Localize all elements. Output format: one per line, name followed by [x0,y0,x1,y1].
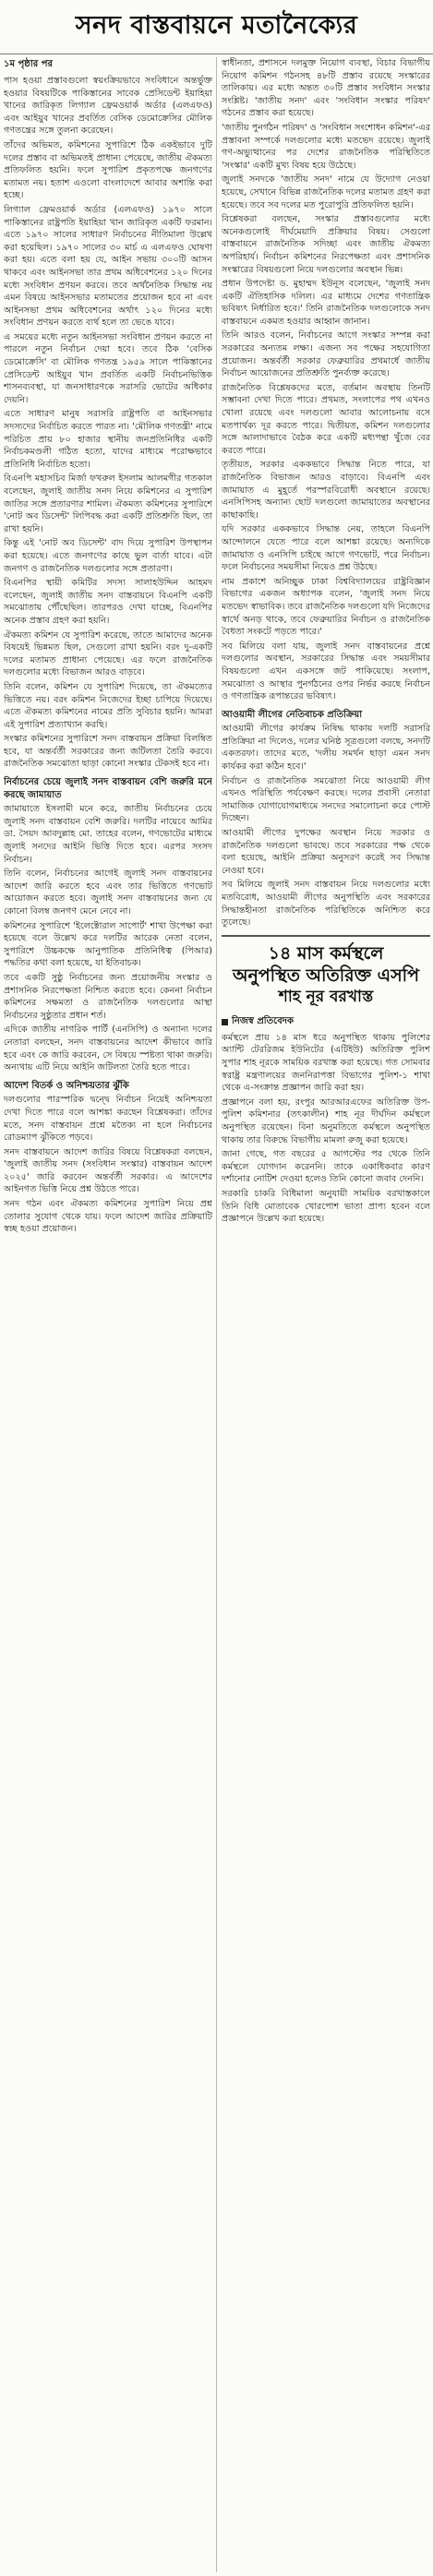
article-paragraph: সব মিলিয়ে বলা যায়, জুলাই সনদ বাস্তবায়নের প্রশ্নে দলগুলোর অবস্থান, সরকারের সিদ্ধান্ত এবং সময়সীমার বিষয়গুলো এখন একসঙ্গে জট পাকিয়েছে। সংলাপ, সমঝোতা ও আস্থার পুনর্গঠনের ওপর নির্ভর করছে নির্বাচন ও গণতান্ত্রিক রূপান্তরের ভবিষ্যৎ। [222,641,430,702]
article-paragraph: কমিশনের সুপারিশে 'ইলেক্টোরাল সাপোর্ট' শাখা উপেক্ষা করা হয়েছে বলে উল্লেখ করে দলটির আরেক নেতা বলেন, সুপারিশে উচ্চকক্ষে আনুপাতিক প্রতিনিধিত্ব (পিআর) পদ্ধতির কথা বলা হয়েছে, যা ইতিবাচক। [4,920,212,969]
article-paragraph: প্রজ্ঞাপনে বলা হয়, রংপুর আরআরএফের অতিরিক্ত উপ-পুলিশ কমিশনার (তৎকালীন) শাহ নূর দীর্ঘদিন কর্মস্থলে অনুপস্থিত রয়েছেন। বিনা অনুমতিতে কর্মস্থলে অনুপস্থিত থাকায় তার বিরুদ্ধে বিভাগীয় মামলা রুজু করা হয়েছে। [222,1096,430,1145]
byline-text: নিজস্ব প্রতিবেদক [232,1015,295,1026]
article-paragraph: জানা গেছে, গত বছরের ৫ আগস্টের পর থেকে তিনি কর্মস্থলে যোগদান করেননি। তাকে একাধিকবার কারণ দর্শানোর নোটিশ দেওয়া হলেও তিনি কোনো জবাব দেননি। [222,1149,430,1185]
article-paragraph: সরকারি চাকরি বিধিমালা অনুযায়ী সাময়িক বরখাস্তকালে তিনি বিধি মোতাবেক খোরপোশ ভাতা প্রাপ্য হবেন বলে প্রজ্ঞাপনে উল্লেখ করা হয়েছে। [222,1188,430,1225]
column-divider [216,57,217,2572]
article-paragraph: বিশ্লেষকরা বলছেন, সংস্কার প্রস্তাবগুলোর মধ্যে অনেকগুলোই দীর্ঘমেয়াদি প্রক্রিয়ার বিষয়। সেগুলো বাস্তবায়নে রাজনৈতিক সদিচ্ছা এবং জাতীয় ঐকমত্য অপরিহার্য। নির্বাচন কমিশনের নিরপেক্ষতা এবং প্রশাসনিক সংস্কারের বিষয়গুলো নিয়ে দলগুলোর অবস্থান ভিন্ন। [222,214,430,275]
article-paragraph: তিনি আরও বলেন, নির্বাচনের আগে সংস্কার সম্পন্ন করা সরকারের অন্যতম লক্ষ্য। এজন্য সব পক্ষের সহযোগিতা প্রয়োজন। অন্তর্বর্তী সরকার ফেব্রুয়ারির প্রথমার্ধে জাতীয় নির্বাচন আয়োজনের প্রতিশ্রুতি পুনর্ব্যক্ত করেছে। [222,330,430,379]
article-paragraph: ঐকমত্য কমিশন যে সুপারিশ করেছে, তাতে আমাদের অনেক বিষয়েই ভিন্নমত ছিল, সেগুলো রাখা হয়নি। বরং দু-একটি দলের মতামত প্রাধান্য পেয়েছে। এর ফলে রাজনৈতিক দলগুলোর মধ্যে বিভাজন আরও বাড়বে। [4,629,212,678]
continued-from-label: ১ম পৃষ্ঠার পর [4,59,53,69]
article-paragraph: সংস্কার কমিশনের সুপারিশে সনদ বাস্তবায়ন প্রক্রিয়া বিলম্বিত হবে, যা অন্তর্বর্তী সরকারের জন্য জটিলতা তৈরি করবে। রাজনৈতিক সমঝোতা ছাড়া কোনো সংস্কার টেকসই হবে না। [4,734,212,770]
article-paragraph: বিএনপির স্থায়ী কমিটির সদস্য সালাহউদ্দিন আহমদ বলেছেন, জুলাই জাতীয় সনদ বাস্তবায়নে বিএনপি একটি সমঝোতায় পৌঁছেছিল। তারপরও দেখা যাচ্ছে, বিএনপির অনেক প্রস্তাব গ্রহণ করা হয়নি। [4,578,212,626]
article-paragraph: আওয়ামী লীগের কার্যক্রম নিষিদ্ধ থাকায় দলটি সরাসরি প্রতিক্রিয়া না দিলেও, দলের ঘনিষ্ঠ সূত্রগুলো বলছে, সনদটি একতরফা। তাদের মতে, 'দলীয় সমর্থন ছাড়া এমন সনদ কার্যকর করা কঠিন হবে।' [222,724,430,773]
second-story-headline [222,942,430,1007]
second-story-body [222,1032,430,1226]
main-headline-text: সনদ বাস্তবায়নে মতানৈক্যের [75,10,358,40]
story-divider [222,935,430,937]
left-column-body [4,75,212,1236]
article-paragraph: যদি সরকার এককভাবে সিদ্ধান্ত নেয়, তাহলে বিএনপি আন্দোলনে যেতে পারে বলে আশঙ্কা রয়েছে। অন্যদিকে জামায়াত ও এনসিপি চাইছে আগে গণভোট, পরে নির্বাচন। ফলে নির্বাচনের সময়সীমা নিয়েও প্রশ্ন উঠছে। [222,524,430,573]
section-subhead: আওয়ামী লীগের নেতিবাচক প্রতিক্রিয়া [222,709,363,720]
second-story-headline-line2: অনুপস্থিত অতিরিক্ত এসপি [232,965,420,986]
main-headline [0,0,433,54]
section-subhead: আদেশ বিতর্ক ও অনিশ্চয়তার ঝুঁকি [4,1080,129,1091]
article-paragraph: আওয়ামী লীগের দুপক্ষের অবস্থান নিয়ে সরকার ও রাজনৈতিক দলগুলো ভাবছে। তবে সরকারের পক্ষ থেকে বলা হয়েছে, আইনি প্রক্রিয়া অনুসরণ করেই সব সিদ্ধান্ত নেওয়া হবে। [222,828,430,876]
second-story-headline-line1: ১৪ মাস কর্মস্থলে [268,942,384,964]
right-column-body [222,57,430,929]
article-paragraph: তিনি বলেন, কমিশন যে সুপারিশ দিয়েছে, তা ঐকমত্যের ভিত্তিতে নয়। বরং কমিশন নিজেদের ইচ্ছা চাপিয়ে দিয়েছে। এতে ঐকমত্য কমিশনের নামের প্রতি সুবিচার হয়নি। আমরা এই সুপারিশ প্রত্যাখ্যান করছি। [4,681,212,730]
article-paragraph: এদিকে জাতীয় নাগরিক পার্টি (এনসিপি) ও অন্যান্য দলের নেতারা বলছেন, সনদ বাস্তবায়নের আদেশ কীভাবে জারি হবে এবং কে জারি করবেন, সে বিষয়ে স্পষ্টতা থাকা জরুরি। অন্যথায় এটি নিয়ে আইনি জটিলতা তৈরি হতে পারে। [4,1024,212,1073]
article-paragraph: রাজনৈতিক বিশ্লেষকদের মতে, বর্তমান অবস্থায় তিনটি সম্ভাবনা দেখা দিতে পারে। প্রথমত, সংলাপের পথ এখনও খোলা রয়েছে এবং দলগুলো আবার আলোচনায় বসে মতপার্থক্য দূর করতে পারে। দ্বিতীয়ত, কমিশন দলগুলোর সঙ্গে আলাদাভাবে বৈঠক করে একটি মধ্যপন্থা খুঁজে বের করতে পারে। [222,382,430,456]
article-paragraph: প্রধান উপদেষ্টা ড. মুহাম্মদ ইউনূস বলেছেন, 'জুলাই সনদ একটি ঐতিহাসিক দলিল। এর মাধ্যমে দেশের গণতান্ত্রিক ভবিষ্যৎ নির্ধারিত হবে।' তিনি রাজনৈতিক দলগুলোকে সনদ বাস্তবায়নে একমত হওয়ার আহ্বান জানান। [222,279,430,327]
bullet-square-icon [222,1019,228,1025]
article-paragraph: নাম প্রকাশে অনিচ্ছুক ঢাকা বিশ্ববিদ্যালয়ের রাষ্ট্রবিজ্ঞান বিভাগের একজন অধ্যাপক বলেন, 'জুলাই সনদ নিয়ে মতভেদ স্বাভাবিক। তবে রাজনৈতিক দলগুলো যদি নিজেদের স্বার্থে অনড় থাকে, তবে ফেব্রুয়ারির নির্বাচন ও রাজনৈতিক বৈধতা সংকটে পড়তে পারে।' [222,576,430,638]
article-paragraph: তিনি বলেন, নির্বাচনের আগেই জুলাই সনদ বাস্তবায়নের আদেশ জারি করতে হবে এবং তার ভিত্তিতে গণভোট আয়োজন করতে হবে। জুলাই সনদ বাস্তবায়নের জন্য যে কোনো বিলম্ব জনগণ মেনে নেবে না। [4,869,212,917]
second-story-headline-line3: শাহ নূর বরখাস্ত [278,987,374,1006]
article-paragraph: তবে একটি সুষ্ঠু নির্বাচনের জন্য প্রয়োজনীয় সংস্কার ও প্রশাসনিক নিরপেক্ষতা নিশ্চিত করতে হবে। কেননা নির্বাচন কমিশনের সক্ষমতা ও রাজনৈতিক দলগুলোর আস্থা নির্বাচনের সুষ্ঠুতার প্রধান শর্ত। [4,972,212,1021]
article-paragraph: কিন্তু এই 'নোট অব ডিসেন্ট' বাদ দিয়ে সুপারিশ উপস্থাপন করা হয়েছে। এতে জনগণের কাছে ভুল বার্তা যাবে। এটা জনগণ ও রাজনৈতিক দলগুলোর সঙ্গে প্রতারণা। [4,538,212,574]
byline [222,1014,430,1030]
article-paragraph: স্বাধীনতা, প্রশাসনে দলমুক্ত নিয়োগ ব্যবস্থা, বিচার বিভাগীয় নিয়োগ কমিশন গঠনসহ ৪৮টি প্রস্তাব রয়েছে সংস্কারের তালিকায়। এর মধ্যে অন্তত ৩০টি প্রস্তাব সংবিধান সংস্কার সংশ্লিষ্ট। 'জাতীয় সনদ' এবং 'সংবিধান সংস্কার পরিষদ' গঠনের প্রস্তাব করা হয়েছে। [222,58,430,119]
article-paragraph: তাঁদের অভিমত, কমিশনের সুপারিশে ঠিক একইভাবে দুটি দলের প্রস্তাব বা অভিমতই প্রাধান্য পেয়েছে, জাতীয় ঐকমত্য প্রতিফলিত হয়নি। ফলে সুপারিশ প্রকৃতপক্ষে জনগণের মতামত নয়। হতাশ এওলো বাংলাদেশে আবার অশান্তি করা হচ্ছে। [4,139,212,201]
right-column [222,57,430,2572]
article-paragraph: বিএনপি মহাসচিব মির্জা ফখরুল ইসলাম আলমগীর গতকাল বলেছেন, জুলাই জাতীয় সনদ নিয়ে কমিশনের এ সুপারিশ জাতির সঙ্গে প্রতারণার শামিল। ঐকমত্য কমিশনের সুপারিশে 'নোট অব ডিসেন্ট' লিপিবদ্ধ করা একটি প্রতিশ্রুতি ছিল, তা রাখা হয়নি। [4,473,212,534]
article-paragraph: সনদ বাস্তবায়নে আদেশ জারির বিষয়ে বিশ্লেষকরা বলছেন, 'জুলাই জাতীয় সনদ (সংবিধান সংস্কার) বাস্তবায়ন আদেশ ২০২৫' জারি করবেন অন্তর্বর্তী সরকার। এ আদেশের আইনগত ভিত্তি নিয়ে প্রশ্ন উঠতে পারে। [4,1146,212,1195]
article-paragraph: এ সময়ের মধ্যে নতুন আইনসভা সংবিধান প্রণয়ন করতে না পারলে নতুন নির্বাচন দেয়া হবে। তবে ঠিক 'বেসিক ডেমোক্রেসি' বা মৌলিক গণতন্ত্র ১৯৫৯ সালে পাকিস্তানের প্রেসিডেন্ট আইয়ুব খান প্রবর্তিত একটি নির্বাচনভিত্তিক শাসনব্যবস্থা, যা জনসাধারণকে সরাসরি ভোটের অধিকার দেয়নি। [4,331,212,405]
article-paragraph: সব মিলিয়ে জুলাই সনদ বাস্তবায়ন নিয়ে দলগুলোর মধ্যে মতবিরোধ, আওয়ামী লীগের অনুপস্থিতি এবং সরকারের সিদ্ধান্তহীনতা রাজনৈতিক পরিস্থিতিকে অনিশ্চিত করে তুলেছে। [222,880,430,929]
article-paragraph: নির্বাচন ও রাজনৈতিক সমঝোতা নিয়ে আওয়ামী লীগ এখনও পরিস্থিতি পর্যবেক্ষণ করছে। দলের প্রবাসী নেতারা সামাজিক যোগাযোগমাধ্যমে সনদের সমালোচনা করে পোস্ট দিচ্ছেন। [222,775,430,824]
section-subhead: নির্বাচনের চেয়ে জুলাই সনদ বাস্তবায়ন বেশি জরুরি মনে করছে জামায়াত [4,777,212,800]
article-paragraph: দলগুলোর পারস্পরিক দ্বন্দ্বে নির্বাচন নিয়েই অনিশ্চয়তা দেখা দিতে পারে বলে আশঙ্কা করছেন বিশ্লেষকরা। তাঁদের মতে, সনদ বাস্তবায়ন প্রশ্নে মতৈক্য না হলে নির্বাচনের রোডম্যাপ ঝুঁকিতে পড়বে। [4,1095,212,1144]
left-column [4,57,212,2572]
article-paragraph: জামায়াতে ইসলামী মনে করে, জাতীয় নির্বাচনের চেয়ে জুলাই সনদ বাস্তবায়ন বেশি জরুরি। দলটির নায়েবে আমির ডা. সৈয়দ আবদুল্লাহ মো. তাহের বলেন, গণভোটের মাধ্যমে জুলাই সনদের আইনি ভিত্তি দিতে হবে। এরপর সংসদ নির্বাচন। [4,804,212,865]
article-paragraph: সনদ গঠন এবং ঐকমত্য কমিশনের সুপারিশ নিয়ে প্রশ্ন তোলার সুযোগ থেকে যায়। ফলে আদেশ জারির প্রক্রিয়াটি স্বচ্ছ হওয়া প্রয়োজন। [4,1199,212,1235]
article-paragraph: এতে সাধারণ মানুষ সরাসরি রাষ্ট্রপতি বা আইনসভার সদস্যদের নির্বাচিত করতে পারত না। 'মৌলিক গণতন্ত্রী' নামে পরিচিত প্রায় ৮০ হাজার স্থানীয় জনপ্রতিনিধির একটি নির্বাচকমণ্ডলী গঠিত হতো, যাদের মাধ্যমে পরোক্ষভাবে প্রতিনিধি নির্বাচিত হতো। [4,409,212,470]
article-paragraph: কর্মস্থলে প্রায় ১৪ মাস ধরে অনুপস্থিত থাকায় পুলিশের অ্যান্টি টেররিজম ইউনিটের (এটিইউ) অতিরিক্ত পুলিশ সুপার শাহ নূরকে সাময়িক বরখাস্ত করা হয়েছে। গত সোমবার স্বরাষ্ট্র মন্ত্রণালয়ের জননিরাপত্তা বিভাগের পুলিশ-১ শাখা থেকে এ-সংক্রান্ত প্রজ্ঞাপন জারি করা হয়। [222,1032,430,1094]
article-paragraph: জুলাই সনদকে 'জাতীয় সনদ' নামে যে উদ্যোগ নেওয়া হয়েছে, সেখানে বিভিন্ন রাজনৈতিক দলের মতামত গ্রহণ করা হয়েছে। তবে সব দলের মত পুরোপুরি প্রতিফলিত হয়নি। [222,174,430,210]
article-paragraph: 'জাতীয় পুনর্গঠন পরিষদ' ও 'সংবিধান সংশোধন কমিশন'-এর প্রস্তাবনা সম্পর্কে দলগুলোর মধ্যে মতভেদ রয়েছে। জুলাই গণ-অভ্যুত্থানের পর দেশের রাজনৈতিক পরিস্থিতিতে 'সংস্কার' একটি মুখ্য বিষয় হয়ে উঠেছে। [222,122,430,171]
article-paragraph: লিগ্যাল ফ্রেমওয়ার্ক অর্ডার (এলএফও) ১৯৭০ সালে পাকিস্তানের রাষ্ট্রপতি ইয়াহিয়া খান জারিকৃত একটি ফরমান। এতে ১৯৭০ সালের সাধারণ নির্বাচনের নীতিমালা উল্লেখ করা হয়েছিল। ১৯৭০ সালের ৩০ মার্চ এ এলএফও ঘোষণা করা হয়। এতে বলা হয় যে, আইন সভায় ৩০০টি আসন থাকবে এবং আইনসভা তার প্রথম অধিবেশনের ১২০ দিনের মধ্যে সংবিধান প্রণয়ন করবে। তবে অর্থনৈতিক সিদ্ধান্ত নয় এমন বিষয়ে আইনসভার মতামতের প্রয়োজন হবে না এবং আইনসভা প্রথম অধিবেশনের অর্থাৎ ১২০ দিনের মধ্যে সংবিধান প্রণয়ন করতে ব্যর্থ হলে তা ভেঙে যাবে। [4,204,212,329]
article-paragraph: পাস হওয়া প্রস্তাবগুলো স্বয়ংক্রিয়ভাবে সংবিধানে অন্তর্ভুক্ত হওয়ার বিষয়টিকে পাকিস্তানের সাবেক প্রেসিডেন্ট ইয়াহিয়া খানের জারিকৃত লিগ্যাল ফ্রেমওয়ার্ক অর্ডার (এলএফও) এবং আইয়ুব খানের প্রবর্তিত বেসিক ডেমোক্রেসির মৌলিক গণতন্ত্রের সঙ্গে তুলনা করেছেন। [4,76,212,137]
article-paragraph: তৃতীয়ত, সরকার এককভাবে সিদ্ধান্ত নিতে পারে, যা রাজনৈতিক বিভাজন আরও বাড়াবে। বিএনপি এবং জামায়াত এ মুহূর্তে পরস্পরবিরোধী অবস্থানে রয়েছে। এনসিপিসহ অন্যান্য ছোট দলগুলো জামায়াতের অবস্থানের কাছাকাছি। [222,460,430,521]
